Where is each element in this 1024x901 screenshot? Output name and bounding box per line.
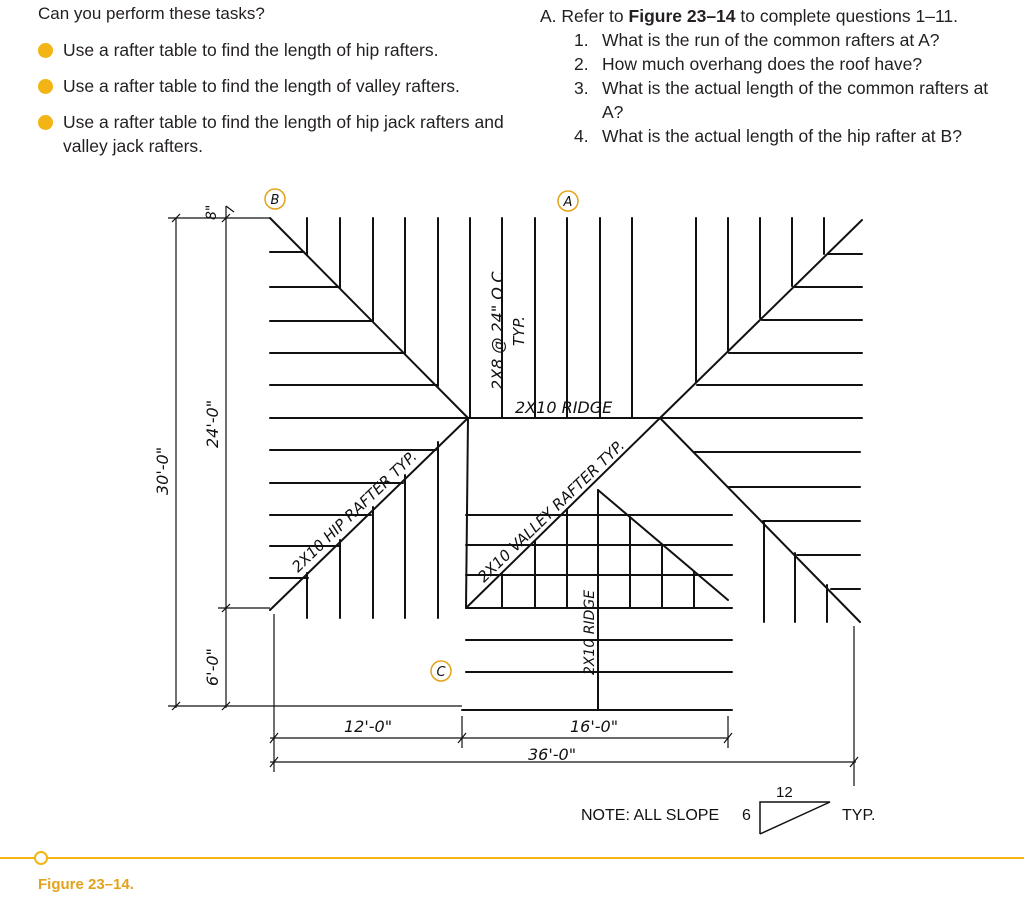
slope-triangle-icon	[760, 802, 830, 834]
dim-6: 6'-0"	[203, 648, 222, 686]
caption-rule-dot	[34, 851, 48, 865]
valley-rafter-label: 2X10 VALLEY RAFTER TYP.	[474, 436, 629, 586]
objectives-heading: Can you perform these tasks?	[38, 4, 265, 23]
dim-36: 36'-0"	[528, 745, 577, 764]
objective-text: Use a rafter table to find the length of valley rafters.	[63, 76, 460, 96]
question-text: What is the actual length of the common rafters at A?	[602, 78, 989, 122]
dim-overhang: 8"	[204, 204, 220, 220]
marker-b-label: B	[270, 193, 280, 208]
question-text: How much overhang does the roof have?	[602, 54, 923, 74]
question-text: What is the run of the common rafters at A?	[602, 30, 940, 50]
slope-note-suffix: TYP.	[842, 807, 876, 824]
intro-suffix: to complete questions 1–11.	[735, 6, 958, 26]
dim-16: 16'-0"	[570, 717, 619, 736]
question-number: 3.	[574, 78, 589, 98]
slope-run: 12	[776, 784, 793, 801]
objective-text: Use a rafter table to find the length of hip jack rafters and valley jack rafters.	[63, 112, 504, 156]
objective-text: Use a rafter table to find the length of hip rafters.	[63, 40, 439, 60]
hip-rafter-label: 2X10 HIP RAFTER TYP.	[288, 447, 421, 576]
slope-rise: 6	[742, 807, 751, 824]
marker-c-label: C	[436, 665, 446, 680]
dimension-tick	[226, 206, 234, 212]
valley-rafter-line	[466, 418, 468, 608]
caption-rule	[0, 857, 1024, 859]
rafter-note-typ: TYP.	[510, 315, 528, 346]
question-number: 2.	[574, 54, 589, 74]
ridge-c-label: 2X10 RIDGE	[582, 589, 598, 675]
slope-note-prefix: NOTE: ALL SLOPE	[581, 807, 720, 824]
figure-reference: Figure 23–14	[628, 6, 736, 26]
question-number: 1.	[574, 30, 589, 50]
dim-12: 12'-0"	[344, 717, 393, 736]
rafter-note: 2X8 @ 24" O.C.	[488, 266, 507, 390]
ridge-main-label: 2X10 RIDGE	[515, 398, 613, 417]
intro-prefix: A. Refer to	[540, 6, 629, 26]
dim-30: 30'-0"	[153, 446, 172, 495]
figure-caption: Figure 23–14.	[38, 876, 134, 893]
question-text: What is the actual length of the hip rafter at B?	[602, 126, 962, 146]
dim-24: 24'-0"	[203, 399, 222, 448]
question-number: 4.	[574, 126, 589, 146]
marker-a-label: A	[563, 195, 573, 210]
